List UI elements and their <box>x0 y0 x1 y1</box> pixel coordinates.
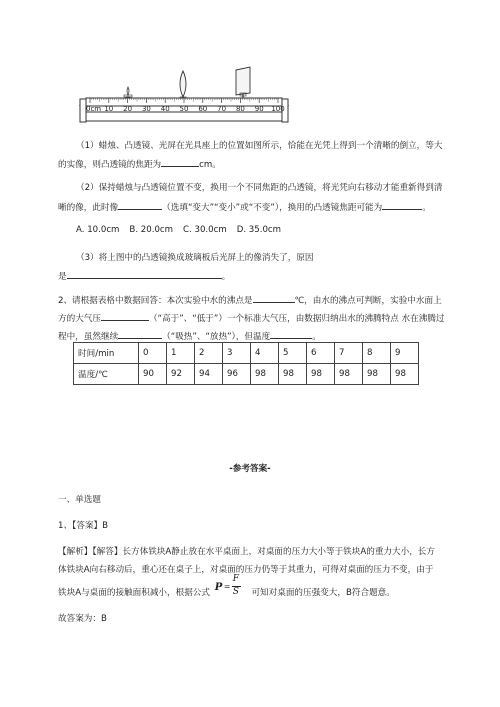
q1-part1-line2 <box>58 157 221 170</box>
q1-part3-line1: （3）将上图中的凸透镜换成玻璃板后光屏上的像消失了，原因 <box>76 253 314 263</box>
table-cell: 98 <box>307 364 335 385</box>
option-a[interactable]: A. 10.0cm <box>76 225 120 235</box>
pressure-blank[interactable] <box>101 311 149 321</box>
row-header-time: 时间/min <box>74 343 139 364</box>
q1-part3-end: 。 <box>221 272 231 282</box>
reason-blank[interactable] <box>67 269 222 279</box>
q2-text-g: 。 <box>312 332 321 342</box>
ruler-tick-label: 60 <box>198 105 208 113</box>
table-cell: 90 <box>139 364 167 385</box>
explanation-text-a: 铁块A与桌面的接触面积减小，根据公式 <box>58 588 210 598</box>
q1-part3-text: 是 <box>58 272 67 282</box>
q1-part1-unit: cm。 <box>199 160 221 170</box>
q1-options <box>76 225 281 235</box>
q2-text-b: ℃，由水的沸点可判断，实验中水面上 <box>294 296 442 306</box>
table-cell: 2 <box>195 343 223 364</box>
explanation-text-b: 可知对桌面的压强变大，B符合题意。 <box>251 588 395 598</box>
table-row <box>74 364 419 385</box>
table-row <box>74 343 419 364</box>
pressure-formula <box>213 574 249 597</box>
answer-item-1: 1、【答案】B <box>58 521 109 531</box>
image-size-blank[interactable] <box>118 200 162 210</box>
formula-numerator: F <box>232 574 239 584</box>
q1-part1-line1: （1）蜡烛、凸透镜、光屏在光具座上的位置如图所示，恰能在光凭上得到一个清晰的倒立，等大 <box>76 141 443 151</box>
table-cell: 98 <box>391 364 419 385</box>
ruler-tick-label: 50 <box>179 105 189 113</box>
heat-blank[interactable] <box>118 329 162 339</box>
optical-bench-figure <box>60 55 300 135</box>
ruler-tick-label: 100 <box>271 105 285 113</box>
q2-line3 <box>58 329 321 342</box>
ruler-tick-label: 30 <box>141 105 151 113</box>
ruler-tick-label: 70 <box>217 105 227 113</box>
table-cell: 8 <box>363 343 391 364</box>
q1-part2-line2 <box>58 200 431 213</box>
table-cell: 96 <box>223 364 251 385</box>
formula-p: P <box>214 582 223 593</box>
q2-text-f: （“吸热”、“放热”），但温度 <box>162 332 271 342</box>
q2-line2 <box>58 311 445 324</box>
boiling-data-table <box>73 342 419 385</box>
option-c[interactable]: C. 30.0cm <box>183 225 227 235</box>
table-cell: 4 <box>251 343 279 364</box>
ruler-tick-label: 80 <box>235 105 245 113</box>
formula-denominator: S <box>232 587 239 597</box>
table-cell: 98 <box>279 364 307 385</box>
q2-text-e: 程中，虽然继续 <box>58 332 119 342</box>
ruler-tick-label: 90 <box>254 105 264 113</box>
lens-focal-blank[interactable] <box>382 200 422 210</box>
table-cell: 92 <box>167 364 195 385</box>
boiling-point-blank[interactable] <box>253 293 295 303</box>
q1-part2-text-b: （选填“变大”“变小”或“不变”），换用的凸透镜焦距可能为 <box>162 203 383 213</box>
option-b[interactable]: B. 20.0cm <box>129 225 174 235</box>
table-cell: 0 <box>139 343 167 364</box>
temperature-blank[interactable] <box>270 329 312 339</box>
table-cell: 6 <box>307 343 335 364</box>
table-cell: 94 <box>195 364 223 385</box>
ruler-tick-label: 20 <box>123 105 133 113</box>
ruler-tick-label: 10 <box>104 105 114 113</box>
q2-text-d: （“高于”、“低于”）一个标准大气压，由数据归纳出水的沸腾特点 水在沸腾过 <box>148 314 445 324</box>
q1-part2-text-a: 晰的像，此时像 <box>58 203 119 213</box>
table-cell: 7 <box>335 343 363 364</box>
q1-part1-text: 的实像，则凸透镜的焦距为 <box>58 160 162 170</box>
q1-part2-text-c: 。 <box>422 203 431 213</box>
formula-equals: = <box>223 582 231 591</box>
ruler-tick-label: 0cm <box>86 105 102 113</box>
explanation-line-3 <box>58 574 395 598</box>
answers-heading: -参考答案- <box>229 464 271 474</box>
answers-section-title: 一、单选题 <box>58 495 101 505</box>
table-cell: 98 <box>363 364 391 385</box>
option-d[interactable]: D. 35.0cm <box>236 225 282 235</box>
q2-text-a: 2、请根据表格中数据回答：本次实验中水的沸点是 <box>58 296 253 306</box>
q1-part3-line2 <box>58 269 230 282</box>
final-answer: 故答案为：B <box>58 614 107 624</box>
table-cell: 5 <box>279 343 307 364</box>
explanation-line-2: 体铁块A向右移动后，重心还在桌子上，对桌面的压力仍等于其重力，可得对桌面的压力不变，由于 <box>58 565 434 575</box>
focal-length-blank[interactable] <box>161 157 199 167</box>
table-cell: 1 <box>167 343 195 364</box>
q2-line1 <box>58 293 442 306</box>
q2-text-c: 方的大气压 <box>58 314 101 324</box>
explanation-line-1: 【解析】【解答】长方体铁块A静止放在水平桌面上，对桌面的压力大小等于铁块A的重力大小，长方 <box>58 547 435 557</box>
row-header-temperature: 温度/℃ <box>74 364 139 385</box>
table-cell: 98 <box>335 364 363 385</box>
table-cell: 3 <box>223 343 251 364</box>
table-cell: 98 <box>251 364 279 385</box>
table-cell: 9 <box>391 343 419 364</box>
q1-part2-line1: （2）保持蜡烛与凸透镜位置不变，换用一个不同焦距的凸透镜，将光凭向右移动才能重新得到清 <box>76 183 443 193</box>
ruler-tick-label: 40 <box>160 105 170 113</box>
